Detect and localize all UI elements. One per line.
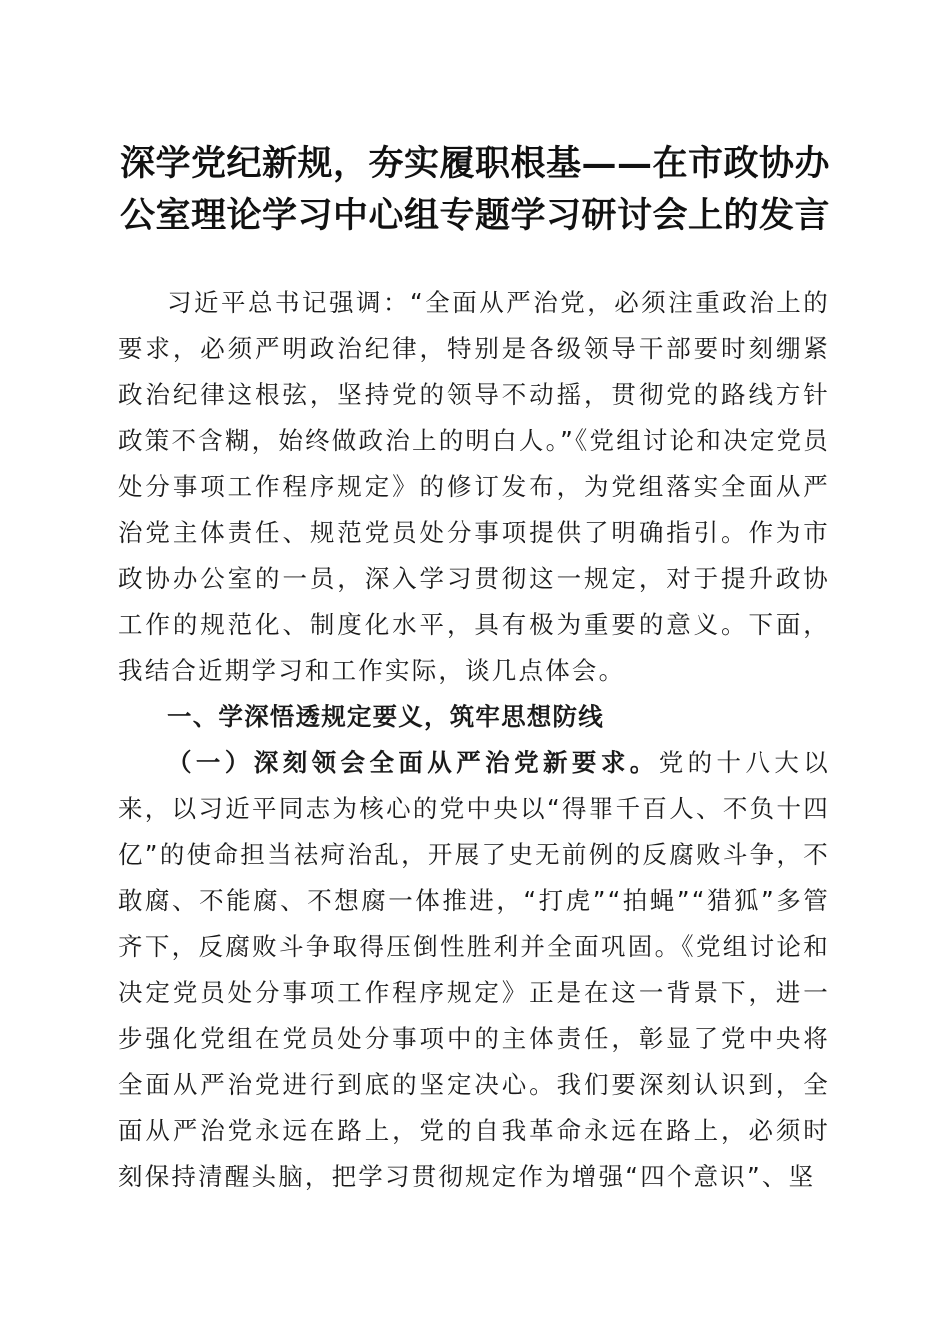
subsection-lead-1: （一）深刻领会全面从严治党新要求。 [167, 748, 659, 777]
document-body [118, 280, 830, 1200]
title-line-2: 公室理论学习中心组专题学习研讨会上的发言 [119, 195, 830, 236]
intro-paragraph: 习近平总书记强调：“全面从严治党，必须注重政治上的要求，必须严明政治纪律，特别是各级领导干部要时刻绷紧政治纪律这根弦，坚持党的领导不动摇，贯彻党的路线方针政策不含糊，始终做政治上的明白人。”《党组讨论和决定党员处分事项工作程序规定》的修订发布，为党组落实全面从严治党主体责任、规范党员处分事项提供了明确指引。作为市政协办公室的一员，深入学习贯彻这一规定，对于提升政协工作的规范化、制度化水平，具有极为重要的意义。下面，我结合近期学习和工作实际，谈几点体会。 [118, 288, 830, 685]
document-title [110, 138, 840, 242]
subsection-paragraph-1 [118, 740, 830, 1200]
title-line-1: 深学党纪新规，夯实履职根基——在市政协办 [119, 143, 830, 184]
subsection-body-1: 党的十八大以来，以习近平同志为核心的党中央以“得罪千百人、不负十四亿”的使命担当祛疴治乱，开展了史无前例的反腐败斗争，不敢腐、不能腐、不想腐一体推进，“打虎”“拍蝇”“猎狐”多管齐下，反腐败斗争取得压倒性胜利并全面巩固。《党组讨论和决定党员处分事项工作程序规定》正是在这一背景下，进一步强化党组在党员处分事项中的主体责任，彰显了党中央将全面从严治党进行到底的坚定决心。我们要深刻认识到，全面从严治党永远在路上，党的自我革命永远在路上，必须时刻保持清醒头脑，把学习贯彻规定作为增强“四个意识”、坚 [118, 748, 830, 1191]
section-heading-1: 一、学深悟透规定要义，筑牢思想防线 [167, 702, 604, 731]
